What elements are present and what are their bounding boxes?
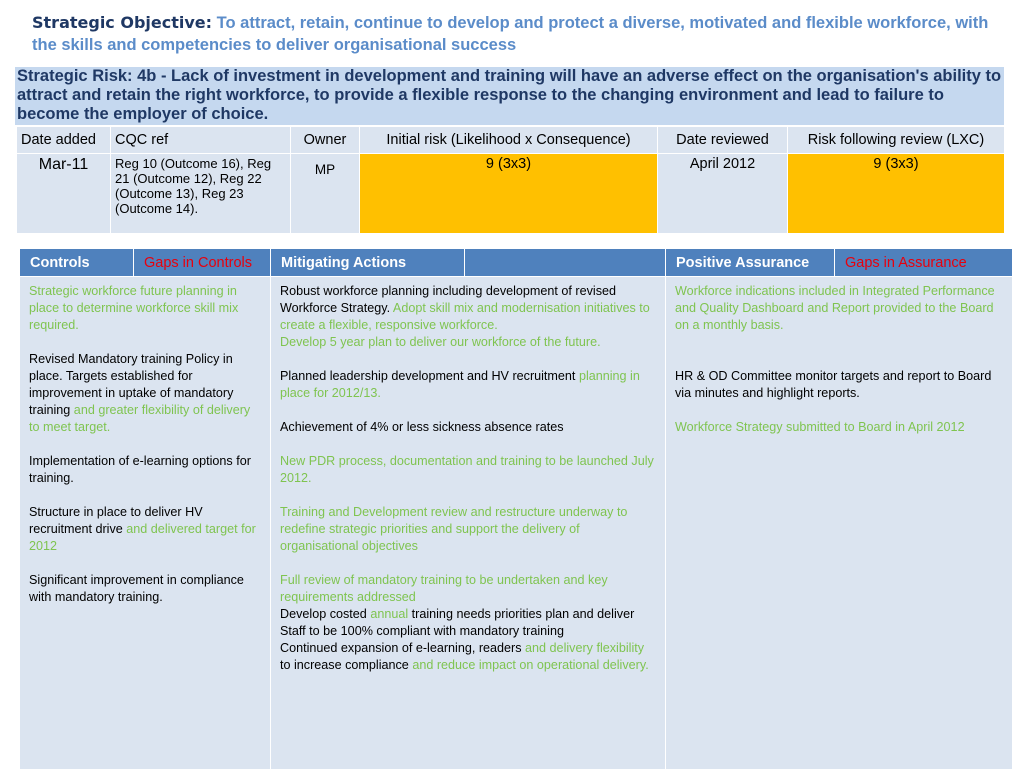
action-text: training needs priorities plan and deliver xyxy=(408,607,635,621)
objective-text: To attract, retain, continue to develop and protect a diverse, motivated and flexible workforce, with the skills and competencies to deliver organisational success xyxy=(32,14,989,54)
action-text-update: and reduce impact on operational delivery. xyxy=(412,658,649,672)
header-risk-after-review: Risk following review (LXC) xyxy=(788,127,1005,154)
action-item xyxy=(280,640,657,674)
cqc-ref-value: Reg 10 (Outcome 16), Reg 21 (Outcome 12), Reg 22 (Outcome 13), Reg 23 (Outcome 14). xyxy=(111,154,291,234)
action-text-update: Develop 5 year plan to deliver our workforce of the future. xyxy=(280,335,601,349)
date-reviewed-value: April 2012 xyxy=(658,154,788,234)
control-text-update: and greater flexibility of delivery to meet target. xyxy=(29,403,251,434)
action-text-update: Adopt skill mix and modernisation initiatives to create a flexible, responsive workforce. xyxy=(280,301,650,332)
action-text: Planned leadership development and HV recruitment xyxy=(280,369,579,383)
mitigating-actions-cell xyxy=(271,277,666,770)
action-item: New PDR process, documentation and training to be launched July 2012. xyxy=(280,454,654,485)
action-item xyxy=(280,606,657,623)
controls-assurance-table xyxy=(19,248,1013,770)
action-item: Staff to be 100% compliant with mandatory training xyxy=(280,624,564,638)
action-item: Achievement of 4% or less sickness absence rates xyxy=(280,420,564,434)
header-empty xyxy=(465,249,666,277)
header-mitigating-actions: Mitigating Actions xyxy=(271,249,465,277)
action-item xyxy=(280,368,657,402)
control-text: Structure in place to deliver HV recruitment drive xyxy=(29,505,203,536)
control-item: Strategic workforce future planning in place to determine workforce skill mix required. xyxy=(29,284,239,332)
control-text-update: and delivered target for 2012 xyxy=(29,522,256,553)
strategic-objective xyxy=(32,12,1012,56)
risk-table-header xyxy=(17,127,1005,154)
header-initial-risk: Initial risk (Likelihood x Consequence) xyxy=(360,127,658,154)
objective-label: Strategic Objective: xyxy=(32,13,213,32)
header-controls: Controls xyxy=(20,249,134,277)
action-text: Develop costed xyxy=(280,607,371,621)
risk-table-row xyxy=(17,154,1005,234)
action-item: Full review of mandatory training to be undertaken and key requirements addressed xyxy=(280,573,608,604)
header-cqc-ref: CQC ref xyxy=(111,127,291,154)
assurance-item: Workforce Strategy submitted to Board in April 2012 xyxy=(675,420,965,434)
header-positive-assurance: Positive Assurance xyxy=(666,249,835,277)
control-item: Implementation of e-learning options for training. xyxy=(29,454,251,485)
action-text: Continued expansion of e-learning, readers xyxy=(280,641,526,655)
action-item xyxy=(280,283,657,351)
action-text-update: planning in place for 2012/13. xyxy=(280,369,640,400)
action-text: Robust workforce planning including development of revised Workforce Strategy. xyxy=(280,284,617,315)
action-text-update: and delivery flexibility xyxy=(525,641,645,655)
initial-risk-value: 9 (3x3) xyxy=(360,154,658,234)
header-gaps-in-assurance: Gaps in Assurance xyxy=(835,249,1013,277)
action-text: to increase compliance xyxy=(280,658,413,672)
owner-value: MP xyxy=(291,154,360,234)
risk-after-review-value: 9 (3x3) xyxy=(788,154,1005,234)
date-added-value: Mar-11 xyxy=(17,154,111,234)
header-date-reviewed: Date reviewed xyxy=(658,127,788,154)
assurance-item: Workforce indications included in Integrated Performance and Quality Dashboard and Report provided to the Board on a monthly basis. xyxy=(675,284,995,332)
header-gaps-in-controls: Gaps in Controls xyxy=(134,249,271,277)
positive-assurance-cell xyxy=(666,277,1013,770)
controls-table-header xyxy=(20,249,1013,277)
action-item: Training and Development review and restructure underway to redefine strategic priorities and support the delivery of organisational objectives xyxy=(280,505,628,553)
action-text-update: annual xyxy=(370,607,409,621)
controls-table-body xyxy=(20,277,1013,770)
header-date-added: Date added xyxy=(17,127,111,154)
control-text: Revised Mandatory training Policy in place. Targets established for improvement in uptake of mandatory training xyxy=(29,352,234,417)
control-item: Significant improvement in compliance with mandatory training. xyxy=(29,573,244,604)
control-item xyxy=(29,351,262,436)
controls-cell xyxy=(20,277,271,770)
header-owner: Owner xyxy=(291,127,360,154)
strategic-risk: Strategic Risk: 4b - Lack of investment in development and training will have an adverse effect on the organisation's ability to attract and retain the right workforce, to provide a flexible response to the changing environment and lead to failure to become the employer of choice. xyxy=(15,67,1004,125)
assurance-item: HR & OD Committee monitor targets and report to Board via minutes and highlight reports. xyxy=(675,369,992,400)
risk-table xyxy=(16,126,1005,234)
control-item xyxy=(29,504,262,555)
